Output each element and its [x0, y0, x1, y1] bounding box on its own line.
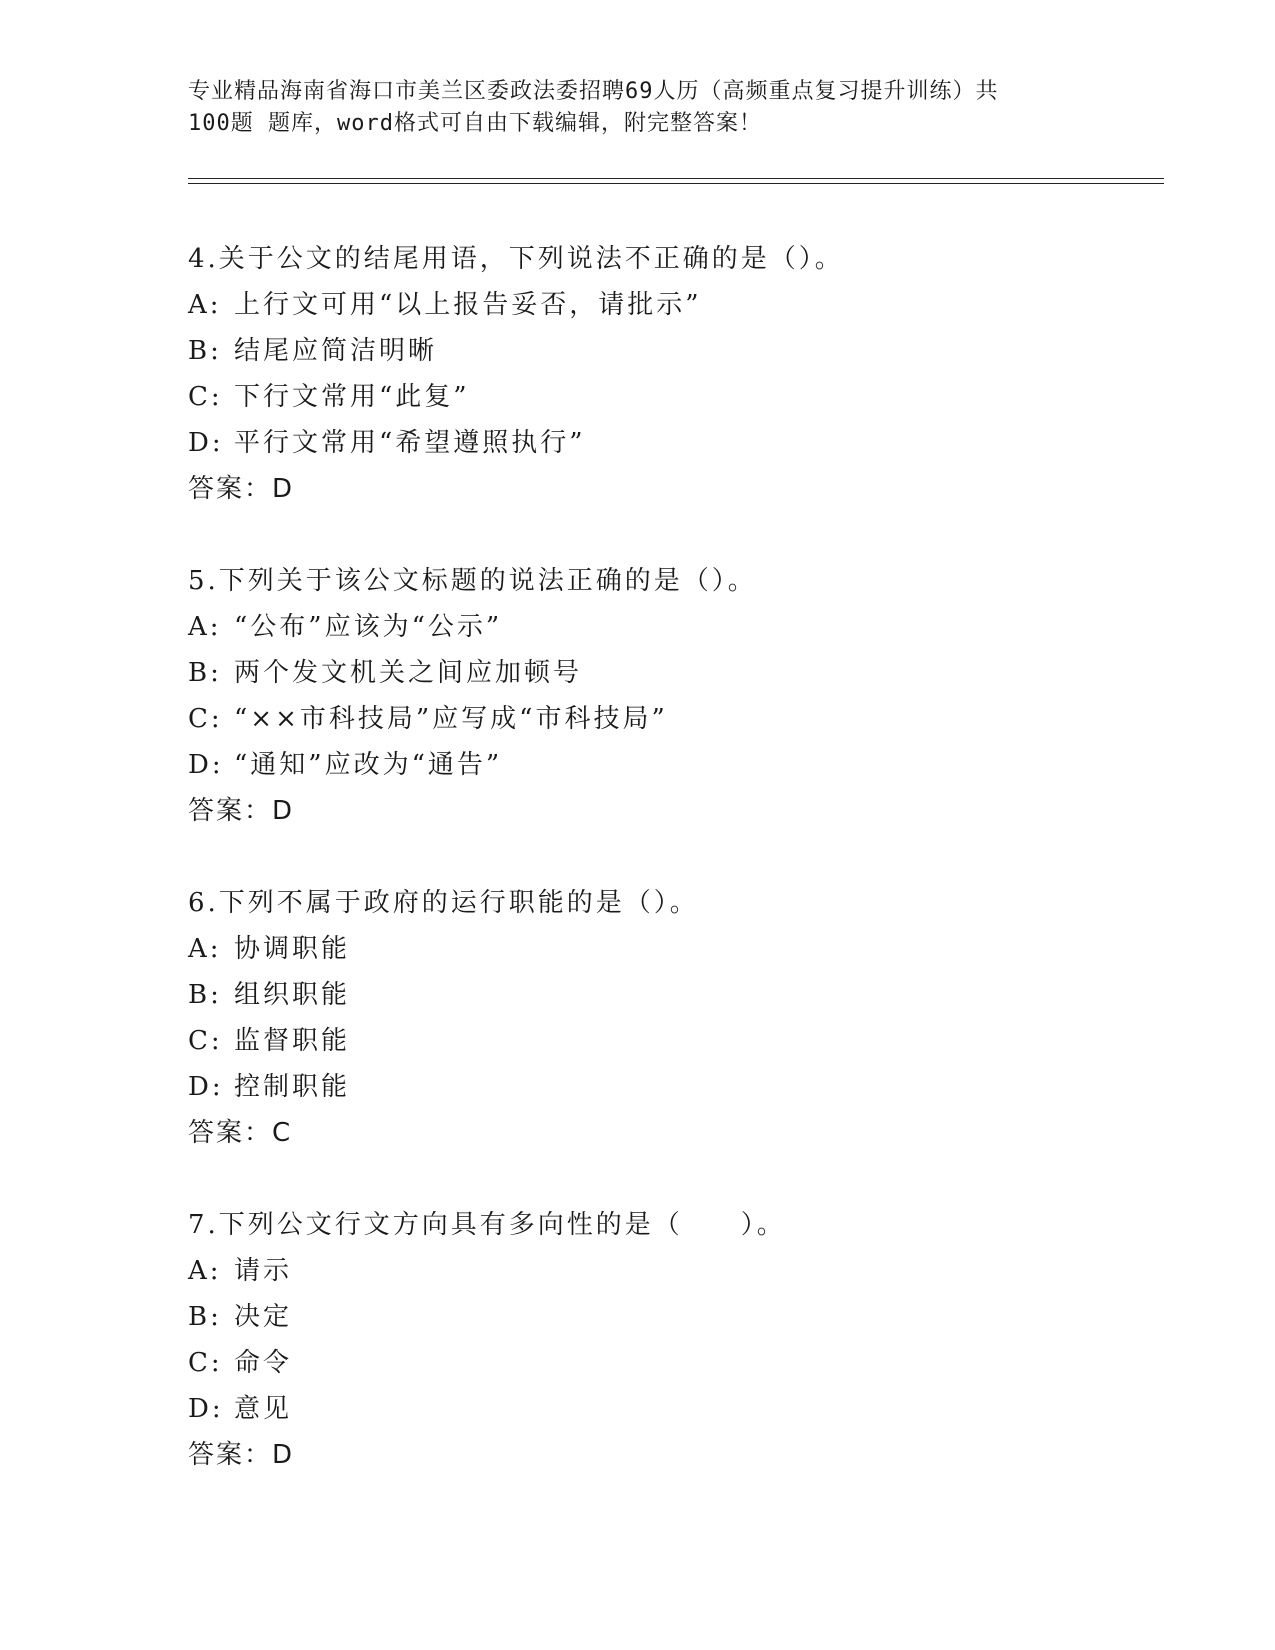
option-letter: C: — [188, 1348, 223, 1378]
option-text: 下行文常用“此复” — [234, 382, 470, 412]
option-letter: B: — [188, 336, 222, 366]
option-c — [188, 374, 1148, 420]
question-4 — [188, 236, 1148, 512]
option-a — [188, 282, 1148, 328]
option-c — [188, 696, 1148, 742]
option-letter: C: — [188, 1026, 223, 1056]
option-d — [188, 742, 1148, 788]
option-text: 请示 — [234, 1256, 293, 1286]
option-letter: D: — [188, 428, 224, 458]
option-letter: A: — [188, 290, 222, 320]
option-d — [188, 1064, 1148, 1110]
option-letter: A: — [188, 934, 222, 964]
option-b — [188, 328, 1148, 374]
answer-line: 答案：C — [188, 1118, 293, 1148]
header-divider-top — [188, 178, 1164, 179]
option-text: “××市科技局”应写成“市科技局” — [234, 704, 668, 734]
option-a — [188, 1248, 1148, 1294]
option-text: 平行文常用“希望遵照执行” — [234, 428, 586, 458]
option-letter: D: — [188, 1072, 224, 1102]
option-letter: C: — [188, 382, 223, 412]
option-text: 监督职能 — [234, 1026, 351, 1056]
question-stem: 4.关于公文的结尾用语，下列说法不正确的是（）。 — [188, 244, 844, 274]
answer-line: 答案：D — [188, 796, 295, 826]
option-letter: C: — [188, 704, 223, 734]
question-7 — [188, 1202, 1148, 1478]
option-c — [188, 1340, 1148, 1386]
option-text: 协调职能 — [234, 934, 351, 964]
option-b — [188, 972, 1148, 1018]
question-6 — [188, 880, 1148, 1156]
option-a — [188, 926, 1148, 972]
option-letter: B: — [188, 658, 222, 688]
option-text: 意见 — [234, 1394, 293, 1424]
document-header — [188, 76, 1088, 140]
question-5 — [188, 558, 1148, 834]
option-b — [188, 650, 1148, 696]
option-c — [188, 1018, 1148, 1064]
option-text: 结尾应简洁明晰 — [234, 336, 438, 366]
answer-line: 答案：D — [188, 474, 295, 504]
question-stem: 7.下列公文行文方向具有多向性的是（ ）。 — [188, 1210, 786, 1240]
option-letter: D: — [188, 750, 224, 780]
option-letter: A: — [188, 1256, 222, 1286]
option-text: 控制职能 — [234, 1072, 351, 1102]
header-divider-bottom — [188, 183, 1164, 184]
question-stem: 6.下列不属于政府的运行职能的是（）。 — [188, 888, 699, 918]
option-b — [188, 1294, 1148, 1340]
option-letter: B: — [188, 980, 222, 1010]
option-d — [188, 1386, 1148, 1432]
answer-line: 答案：D — [188, 1440, 295, 1470]
option-letter: B: — [188, 1302, 222, 1332]
option-text: 上行文可用“以上报告妥否，请批示” — [234, 290, 702, 320]
option-text: 组织职能 — [234, 980, 351, 1010]
question-stem: 5.下列关于该公文标题的说法正确的是（）。 — [188, 566, 757, 596]
option-text: “通知”应改为“通告” — [234, 750, 503, 780]
option-letter: D: — [188, 1394, 224, 1424]
option-d — [188, 420, 1148, 466]
option-letter: A: — [188, 612, 222, 642]
option-text: 决定 — [234, 1302, 293, 1332]
header-title-line-1: 专业精品海南省海口市美兰区委政法委招聘69人历（高频重点复习提升训练）共 — [188, 79, 999, 104]
option-a — [188, 604, 1148, 650]
option-text: “公布”应该为“公示” — [234, 612, 503, 642]
header-title-line-2: 100题 题库，word格式可自由下载编辑，附完整答案！ — [188, 111, 762, 136]
option-text: 命令 — [234, 1348, 293, 1378]
option-text: 两个发文机关之间应加顿号 — [234, 658, 583, 688]
